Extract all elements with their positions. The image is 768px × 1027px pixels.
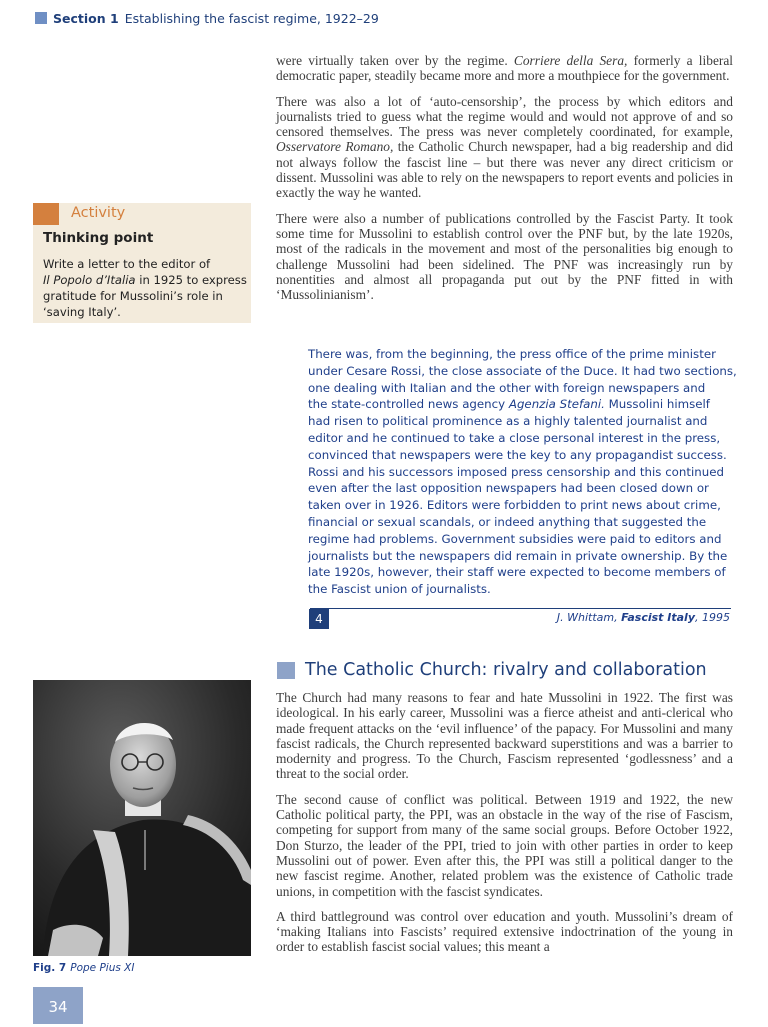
paragraph: There were also a number of publications controlled by the Fascist Party. It took some time for Mussolini to establish control over the PNF but, by the late 1920s, most of the radicals in the movement and most of the personalities big enough to challenge Mussolini had been sidelined. The PNF was increasingly run by nonentities and almost all propaganda put out by the PNF fitted in with ‘Mussolinianism’. xyxy=(276,210,733,303)
paragraph: A third battleground was control over education and youth. Mussolini’s dream of ‘making Italians into Fascists’ required extensive indoctrination of the young in order to establish fascist social values; this meant a xyxy=(276,908,733,955)
section-label: Section 1 xyxy=(53,11,119,26)
body-text-bottom xyxy=(276,690,733,955)
running-header xyxy=(53,11,379,26)
activity-title: Activity xyxy=(71,205,126,221)
section-heading: The Catholic Church: rivalry and collaboration xyxy=(305,660,707,680)
page-number: 34 xyxy=(33,987,83,1024)
paragraph: The second cause of conflict was political. Between 1919 and 1922, the new Catholic political party, the PPI, was an obstacle in the way of the rise of Fascism, competing for support from many of the same social groups. Before October 1922, Don Sturzo, the leader of the PPI, tried to join with other parties in order to keep Mussolini out of power. Even after this, the PPI was still a political danger to the new fascist regime. Another, related problem was the existence of Catholic trade unions, in competition with the fascist syndicates. xyxy=(276,791,733,899)
paragraph: The Church had many reasons to fear and hate Mussolini in 1922. The first was ideological. In his early career, Mussolini was a fierce atheist and anti-clerical who made frequent attacks on the ‘evil influence’ of the papacy. For Mussolini and many fascist radicals, the Church represented backward superstitions and was a barrier to modernity and progress. To the Church, Fascism represented ‘godlessness’ and a threat to the social order. xyxy=(276,690,733,782)
activity-subtitle: Thinking point xyxy=(43,230,154,246)
body-text-top xyxy=(276,53,733,302)
paragraph: were virtually taken over by the regime. Corriere della Sera, formerly a liberal democratic paper, steadily became more and more a mouthpiece for the government. xyxy=(276,53,734,84)
source-divider xyxy=(310,608,731,609)
section-title: Establishing the fascist regime, 1922–29 xyxy=(124,11,379,26)
source-quote: There was, from the beginning, the press office of the prime minister under Cesare Rossi, the close associate of the Duce. It had two sections, one dealing with Italian and the other with foreign newspapers and the state-controlled news agency Agenzia Stefani. Mussolini himself had risen to political prominence as a highly talented journalist and editor and he continued to take a close personal interest in the press, convinced that newspapers were the key to any propagandist success. Rossi and his successors imposed press censorship and this continued even after the last opposition newspapers had been closed down or taken over in 1926. Editors were forbidden to print news about crime, financial or sexual scandals, or indeed anything that suggested the regime had problems. Government subsidies were paid to editors and journalists but the newspapers did remain in private ownership. By the late 1920s, however, their staff were expected to become members of the Fascist union of journalists. xyxy=(308,347,737,597)
activity-instructions: Write a letter to the editor of Il Popolo d’Italia in 1925 to express gratitude for Mussolini’s role in ‘saving Italy’. xyxy=(43,257,247,319)
portrait-illustration xyxy=(33,680,251,956)
activity-marker-icon xyxy=(33,203,59,225)
activity-box xyxy=(33,203,251,323)
source-citation: J. Whittam, Fascist Italy, 1995 xyxy=(556,611,730,624)
figure-caption: Fig. 7 Pope Pius XI xyxy=(33,962,135,974)
section-marker-icon xyxy=(35,12,47,24)
pope-portrait-photo xyxy=(33,680,251,956)
section-heading-marker-icon xyxy=(277,662,295,679)
source-number-badge: 4 xyxy=(309,609,329,629)
paragraph: There was also a lot of ‘auto-censorship’, the process by which editors and journalists tried to guess what the regime would and would not approve of and so censored themselves. The press was never completely coordinated, for example, Osservatore Romano, the Catholic Church newspaper, had a big readership and did not always follow the fascist line – but there was never any direct criticism or dissent. Mussolini was able to rely on the newspapers to report events and policies in exactly the way he wanted. xyxy=(276,93,733,201)
